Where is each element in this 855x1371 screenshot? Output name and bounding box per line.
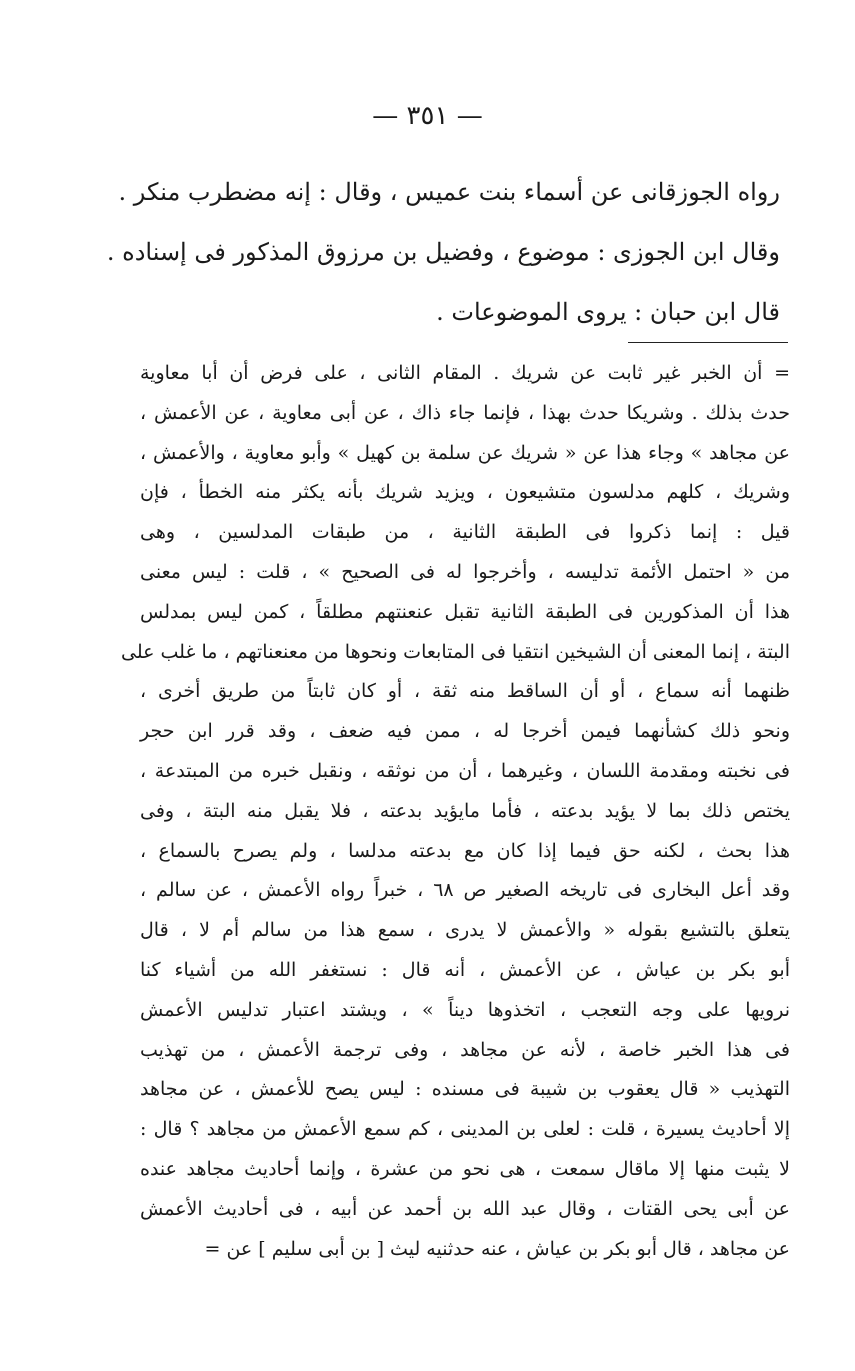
footnote-line: يتعلق بالتشيع بقوله « والأعمش لا يدرى ، سمع هذا من سالم أم لا ، قال	[140, 919, 790, 942]
main-text-line: وقال ابن الجوزى : موضوع ، وفضيل بن مرزوق المذكور فى إسناده .	[106, 238, 780, 266]
footnote-line: هذا بحث ، لكنه حق فيما إذا كان مع بدعته مدلسا ، ولم يصرح بالسماع ،	[140, 839, 790, 862]
footnote-line: قيل : إنما ذكروا فى الطبقة الثانية ، من طبقات المدلسين ، وهى	[140, 521, 790, 544]
footnote-line: عن مجاهد » وجاء هذا عن « شريك عن سلمة بن كهيل » وأبو معاوية ، والأعمش ،	[140, 441, 790, 464]
footnote-line: عن مجاهد ، قال أبو بكر بن عياش ، عنه حدثنيه ليث [ بن أبى سليم ] عن =	[204, 1237, 790, 1260]
footnote-line: إلا أحاديث يسيرة ، قلت : لعلى بن المدينى ، كم سمع الأعمش من مجاهد ؟ قال :	[140, 1118, 790, 1141]
footnote-line: لا يثبت منها إلا ماقال سمعت ، هى نحو من عشرة ، وإنما أحاديث مجاهد عنده	[140, 1157, 790, 1180]
main-text-line: قال ابن حبان : يروى الموضوعات .	[436, 298, 780, 326]
footnote-line: حدث بذلك . وشريكا حدث بهذا ، فإنما جاء ذاك ، عن أبى معاوية ، عن الأعمش ،	[140, 401, 790, 424]
main-text-line: رواه الجوزقانى عن أسماء بنت عميس ، وقال : إنه مضطرب منكر .	[118, 178, 780, 206]
footnote-line: أبو بكر بن عياش ، عن الأعمش ، أنه قال : نستغفر الله من أشياء كنا	[140, 958, 790, 981]
main-text	[100, 162, 780, 342]
footnote-line: ظنهما أنه سماع ، أو أن الساقط منه ثقة ، أو كان ثابتاً من طريق أخرى ،	[140, 680, 790, 703]
footnote-line: فى نخبته ومقدمة اللسان ، وغيرهما ، أن من نوثقه ، ونقبل خبره من المبتدعة ،	[140, 759, 790, 782]
page-number: — ٣٥١ —	[372, 101, 483, 131]
footnote	[121, 354, 790, 1269]
footnote-line: عن أبى يحى القتات ، وقال عبد الله بن أحمد عن أبيه ، فى أحاديث الأعمش	[140, 1197, 790, 1220]
footnote-line: = أن الخبر غير ثابت عن شريك . المقام الثانى ، على فرض أن أبا معاوية	[140, 362, 790, 384]
footnote-line: فى هذا الخبر خاصة ، لأنه عن مجاهد ، وفى ترجمة الأعمش ، من تهذيب	[140, 1038, 790, 1061]
footnote-line: هذا أن المذكورين فى الطبقة الثانية تقبل عنعنتهم مطلقاً ، كمن ليس بمدلس	[140, 600, 790, 623]
footnote-divider	[628, 342, 788, 343]
footnote-line: وقد أعل البخارى فى تاريخه الصغير ص ٦٨ ، خبراً رواه الأعمش ، عن سالم ،	[140, 879, 790, 902]
footnote-line: يختص ذلك بما لا يؤيد بدعته ، فأما مايؤيد بدعته ، فلا يقبل منه البتة ، وفى	[140, 799, 790, 822]
footnote-line: ونحو ذلك كشأنهما فيمن أخرجا له ، ممن فيه ضعف ، وقد قرر ابن حجر	[140, 720, 790, 743]
footnote-line: البتة ، إنما المعنى أن الشيخين انتقيا فى المتابعات ونحوها من معنعناتهم ، ما غلب على	[121, 640, 790, 663]
footnote-line: نرويها على وجه التعجب ، اتخذوها ديناً » ، ويشتد اعتبار تدليس الأعمش	[140, 998, 790, 1021]
footnote-line: من « احتمل الأئمة تدليسه ، وأخرجوا له فى الصحيح » ، قلت : ليس معنى	[140, 560, 790, 583]
footnote-line: وشريك ، كلهم مدلسون متشيعون ، ويزيد شريك بأنه يكثر منه الخطأ ، فإن	[140, 481, 790, 504]
footnote-line: التهذيب « قال يعقوب بن شيبة فى مسنده : ليس يصح للأعمش ، عن مجاهد	[140, 1078, 790, 1101]
